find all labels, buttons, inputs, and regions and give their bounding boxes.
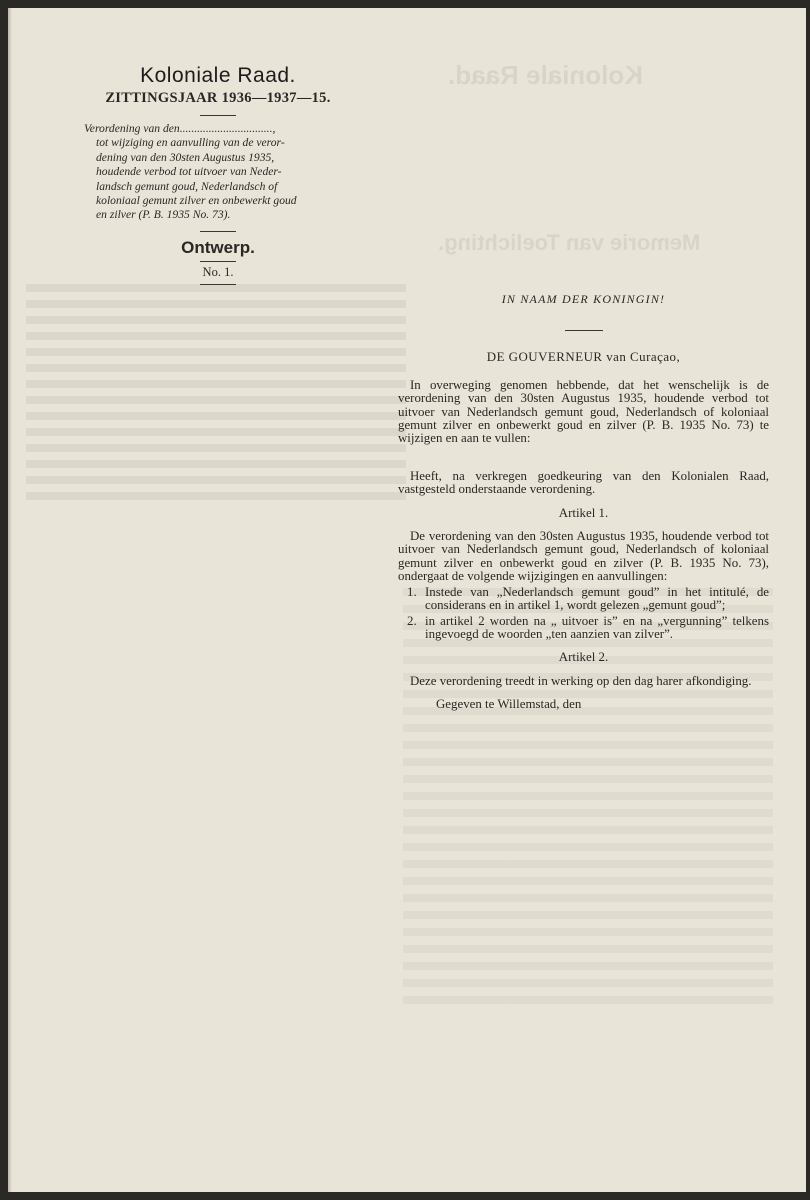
draft-label: Ontwerp. [181, 237, 255, 257]
summary-line: houdende verbod tot uitvoer van Neder- [96, 165, 282, 179]
article-1-amendments [398, 586, 769, 642]
item-number: 2. [407, 613, 417, 628]
summary-line: en zilver (P. B. 1935 No. 73). [96, 208, 231, 222]
summary-line: landsch gemunt goud, Nederlandsch of [96, 179, 278, 193]
item-text: in artikel 2 worden na „ uitvoer is” en na „vergunning” telkens ingevoegd de woorden „ten aanzien van zilver”. [425, 613, 769, 641]
bleed-through-heading: Memorie van Toelichting. [438, 230, 701, 255]
governor-line: DE GOUVERNEUR van Curaçao, [486, 350, 681, 365]
invocation: IN NAAM DER KONINGIN! [501, 292, 666, 306]
left-column [78, 64, 358, 285]
closing-line: Gegeven te Willemstad, den [436, 697, 582, 712]
right-column [398, 293, 769, 712]
item-number: 1. [407, 584, 417, 599]
document-page [8, 8, 806, 1192]
list-item [398, 615, 769, 642]
summary-line: tot wijziging en aanvulling van de veror- [96, 136, 285, 150]
article-1-text: De verordening van den 30sten Augustus 1935, houdende verbod tot uitvoer van Nederlandsch gemunt goud, Nederlandsch of koloniaal gemunt zilver en onbewerkt goud en zilver (P. B. 1935 No. 73), ondergaat de volgende wijzigingen en aanvullingen: [398, 529, 769, 584]
divider [200, 231, 236, 232]
summary-line: koloniaal gemunt zilver en onbewerkt goud [96, 194, 297, 208]
ordinance-summary [84, 122, 352, 223]
approval-clause: Heeft, na verkregen goedkeuring van den Kolonialen Raad, vastgesteld onderstaande verordening. [398, 468, 769, 497]
divider [200, 261, 236, 262]
divider [200, 115, 236, 116]
preamble: In overweging genomen hebbende, dat het wenschelijk is de verordening van den 30sten Augustus 1935, houdende verbod tot uitvoer van Nederlandsch gemunt goud, Nederlandsch of koloniaal gemunt zilver en onbewerkt goud en zilver (P. B. 1935 No. 73) te wijzigen en aan te vullen: [398, 377, 769, 446]
document-title: Koloniale Raad. [140, 64, 296, 87]
bleed-through-title: Koloniale Raad. [448, 60, 644, 90]
article-2-heading: Artikel 2. [558, 650, 609, 665]
divider [565, 330, 603, 331]
page-edge [8, 8, 12, 1192]
article-2-text: Deze verordening treedt in werking op den dag harer afkondiging. [410, 673, 752, 688]
divider [200, 284, 236, 285]
summary-line: Verordening van den................................, [84, 122, 276, 135]
bleed-through-text-block [26, 284, 406, 504]
summary-line: dening van den 30sten Augustus 1935, [96, 150, 275, 164]
draft-number: No. 1. [202, 264, 234, 279]
session-year: ZITTINGSJAAR 1936—1937—15. [105, 90, 331, 106]
list-item [398, 586, 769, 613]
article-1-heading: Artikel 1. [558, 505, 609, 520]
item-text: Instede van „Nederlandsch gemunt goud” in het intitulé, de considerans en in artikel 1, wordt gelezen „gemunt goud”; [425, 584, 769, 613]
